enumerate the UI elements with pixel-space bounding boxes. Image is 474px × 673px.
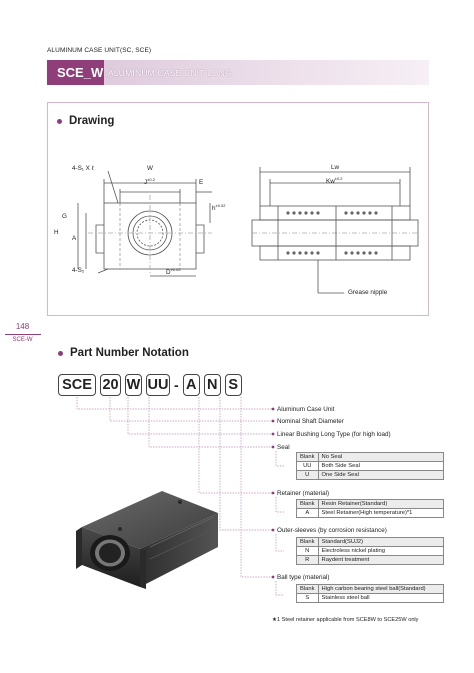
table-row	[297, 453, 444, 462]
ball-type-table	[296, 584, 444, 603]
series-line: Aluminum Case Unit	[277, 406, 335, 413]
option-key: Blank	[297, 500, 319, 509]
option-key: Blank	[297, 585, 319, 594]
series-label: ALUMINUM CASE UNIT(SC, SCE)	[47, 47, 152, 54]
option-value: Electroless nickel plating	[318, 547, 443, 556]
a-label: A	[72, 235, 77, 242]
option-key: A	[297, 509, 319, 518]
screws-top-label: 4-S₁ X ℓ	[72, 165, 94, 172]
code-retainer: A	[183, 374, 200, 396]
d-tolerance: ±0.02	[170, 267, 181, 272]
h1-symbol: h	[212, 205, 216, 213]
code-ball: S	[225, 374, 242, 396]
k-symbol: Kw	[326, 178, 335, 186]
option-key: R	[297, 556, 319, 565]
h1-tolerance: ±0.02	[215, 203, 226, 208]
seal-title: Seal	[277, 444, 290, 451]
d-symbol: D	[166, 269, 171, 277]
length-label: Lw	[331, 164, 340, 171]
option-key: S	[297, 594, 319, 603]
g-label: G	[62, 213, 67, 220]
screws-bottom-label: 4-S₂	[72, 267, 85, 274]
table-row	[297, 471, 444, 480]
retainer-title: Retainer (material)	[277, 490, 330, 497]
k-tolerance: ±0.2	[334, 176, 343, 181]
option-value: Both Side Seal	[318, 462, 443, 471]
option-value: Steel Retainer(High temperature)*1	[318, 509, 443, 518]
option-key: UU	[297, 462, 319, 471]
code-series: SCE	[58, 374, 96, 396]
ball-type-title: Ball type (material)	[277, 574, 330, 581]
option-key: N	[297, 547, 319, 556]
option-value: Raydent treatment	[318, 556, 443, 565]
page-title: ALUMINUM CASE UNIT LONG	[108, 68, 232, 78]
option-value: One Side Seal	[318, 471, 443, 480]
table-row	[297, 509, 444, 518]
code-dash: -	[174, 377, 179, 393]
option-value: High carbon bearing steel ball(Standard)	[318, 585, 443, 594]
option-value: Resin Retainer(Standard)	[318, 500, 443, 509]
j-tolerance: ±0.2	[147, 177, 155, 182]
code-type: W	[125, 374, 142, 396]
j-symbol: J	[144, 179, 148, 187]
table-row	[297, 585, 444, 594]
page-number: 148	[15, 322, 30, 331]
diameter-line: Nominal Shaft Diameter	[277, 418, 344, 425]
seal-table	[296, 452, 444, 480]
table-row	[297, 462, 444, 471]
e-label: E	[199, 179, 204, 186]
drawing-title: Drawing	[69, 115, 115, 127]
grease-nipple-label: Grease nipple	[348, 289, 388, 296]
product-code: SCE_W	[57, 65, 104, 80]
option-value: Stainless steel ball	[318, 594, 443, 603]
table-row	[297, 594, 444, 603]
table-row	[297, 556, 444, 565]
table-row	[297, 538, 444, 547]
option-value: Standard(SUJ2)	[318, 538, 443, 547]
retainer-table	[296, 499, 444, 518]
code-diameter: 20	[100, 374, 121, 396]
table-row	[297, 500, 444, 509]
width-label: W	[147, 165, 153, 172]
page-section-label: SCE-W	[12, 337, 33, 343]
outer-sleeve-title: Outer-sleeves (by corrosion resistance)	[277, 527, 387, 534]
code-seal: UU	[146, 374, 170, 396]
footnote: ★1 Steel retainer applicable from SCE8W to SCE25W only	[272, 617, 419, 623]
notation-title: Part Number Notation	[70, 347, 189, 359]
code-outer: N	[204, 374, 221, 396]
table-row	[297, 547, 444, 556]
outer-sleeve-table	[296, 537, 444, 565]
option-key: Blank	[297, 538, 319, 547]
option-key: U	[297, 471, 319, 480]
product-image	[60, 487, 230, 595]
type-line: Linear Bushing Long Type (for high load)	[277, 431, 391, 438]
option-value: No Seal	[318, 453, 443, 462]
option-key: Blank	[297, 453, 319, 462]
height-label: H	[54, 229, 59, 236]
